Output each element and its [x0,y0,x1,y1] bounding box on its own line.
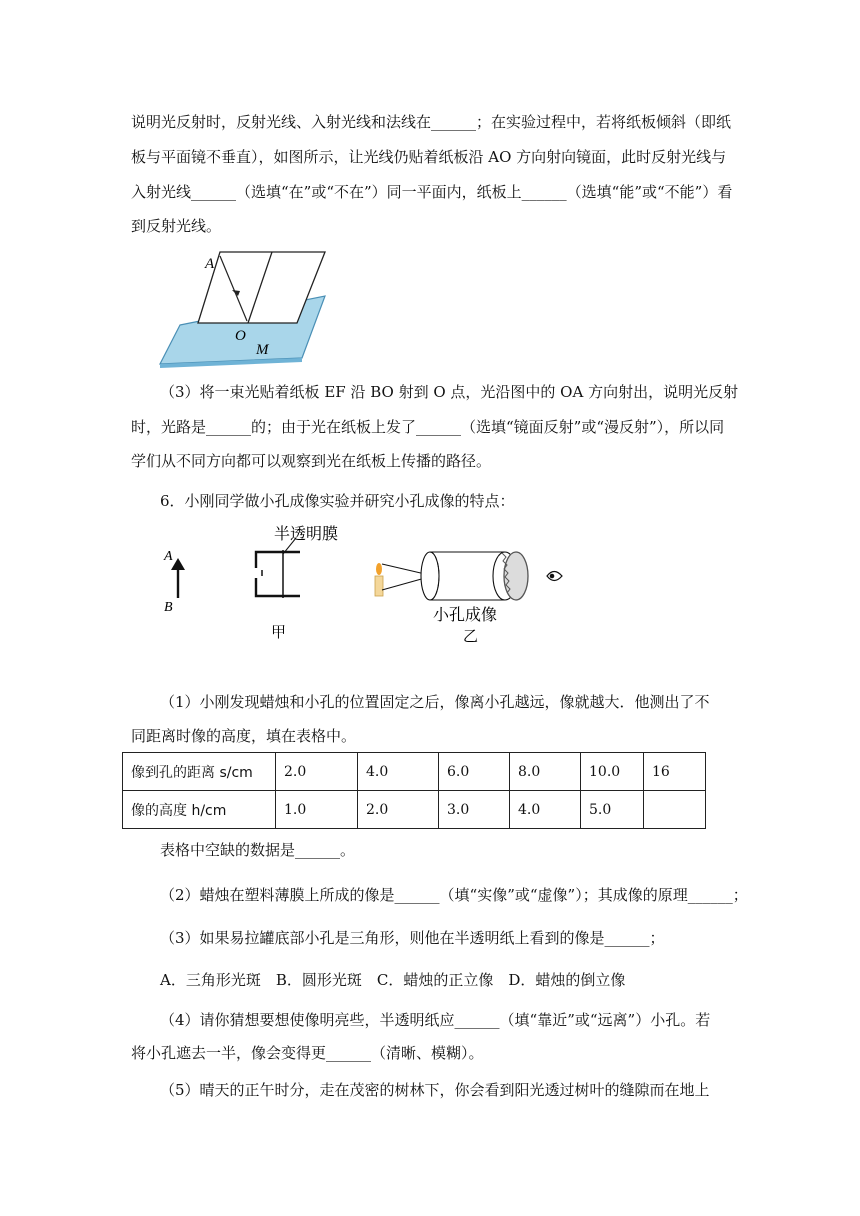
table-cell: 2.0 [276,753,358,791]
paragraph-line: （2）蜡烛在塑料薄膜上所成的像是______（填“实像”或“虚像”）；其成像的原理______； [160,886,748,904]
candle-flame [376,563,382,575]
paragraph-line: （3）如果易拉罐底部小孔是三角形，则他在半透明纸上看到的像是______； [160,929,665,947]
object-arrow-head [171,558,185,570]
label-a2: A [164,549,173,564]
paragraph-line: 同距离时像的高度，填在表格中。 [131,727,357,745]
paragraph-line: 将小孔遮去一半，像会变得更______（清晰、模糊）。 [131,1044,484,1062]
paragraph-line: 入射光线______（选填“在”或“不在”）同一平面内，纸板上______（选填“能”或“不能”）看 [131,183,733,201]
table-cell: 1.0 [276,791,358,829]
light-ray-top [382,564,425,574]
paragraph-line: （1）小刚发现蜡烛和小孔的位置固定之后，像离小孔越远，像就越大．他测出了不 [160,693,710,711]
label-image: 小孔成像 [433,605,498,624]
paragraph-line: 学们从不同方向都可以观察到光在纸板上传播的路径。 [131,452,492,470]
table-cell: 4.0 [358,753,439,791]
table-cell: 像到孔的距离 s/cm [123,753,276,791]
label-jia: 甲 [271,623,287,641]
table-note: 表格中空缺的数据是______。 [160,841,356,859]
label-membrane: 半透明膜 [274,524,339,543]
candle-body [375,576,383,596]
label-a: A [205,256,215,272]
label-yi: 乙 [463,627,479,645]
table-cell: 6.0 [439,753,510,791]
table-row [123,753,706,791]
eye-icon [547,572,562,581]
paragraph-line: （5）晴天的正午时分，走在茂密的树林下，你会看到阳光透过树叶的缝隙而在地上 [160,1081,710,1099]
paragraph-line: 时，光路是______的；由于光在纸板上发了______（选填“镜面反射”或“漫反射”），所以同 [131,418,725,436]
table-cell: 3.0 [439,791,510,829]
options-line: A．三角形光斑 B．圆形光斑 C．蜡烛的正立像 D．蜡烛的倒立像 [160,971,626,989]
table-row [123,791,706,829]
label-m: M [256,342,269,358]
data-table [122,752,706,829]
eye-pupil [550,574,555,579]
table-cell: 像的高度 h/cm [123,791,276,829]
table-cell [644,791,706,829]
label-o: O [235,328,246,344]
table-cell: 16 [644,753,706,791]
question-6-title: 6．小刚同学做小孔成像实验并研究小孔成像的特点： [160,492,515,510]
table-cell: 4.0 [510,791,581,829]
label-b2: B [164,600,173,615]
table-cell: 5.0 [581,791,644,829]
table-cell: 8.0 [510,753,581,791]
paragraph-line: 板与平面镜不垂直），如图所示，让光线仍贴着纸板沿 AO 方向射向镜面，此时反射光线与 [131,148,727,166]
table-cell: 2.0 [358,791,439,829]
paragraph-line: 到反射光线。 [131,217,222,235]
mirror-board-figure [150,240,340,370]
paragraph-line: 说明光反射时，反射光线、入射光线和法线在______；在实验过程中，若将纸板倾斜（即纸 [131,113,732,131]
pinhole-figure [150,520,580,645]
table-cell: 10.0 [581,753,644,791]
light-ray-bottom [382,578,425,590]
paragraph-line: （4）请你猜想要想使像明亮些，半透明纸应______（填“靠近”或“远离”）小孔。若 [160,1011,711,1029]
paragraph-line: （3）将一束光贴着纸板 EF 沿 BO 射到 O 点，光沿图中的 OA 方向射出，说明光反射 [160,383,739,401]
